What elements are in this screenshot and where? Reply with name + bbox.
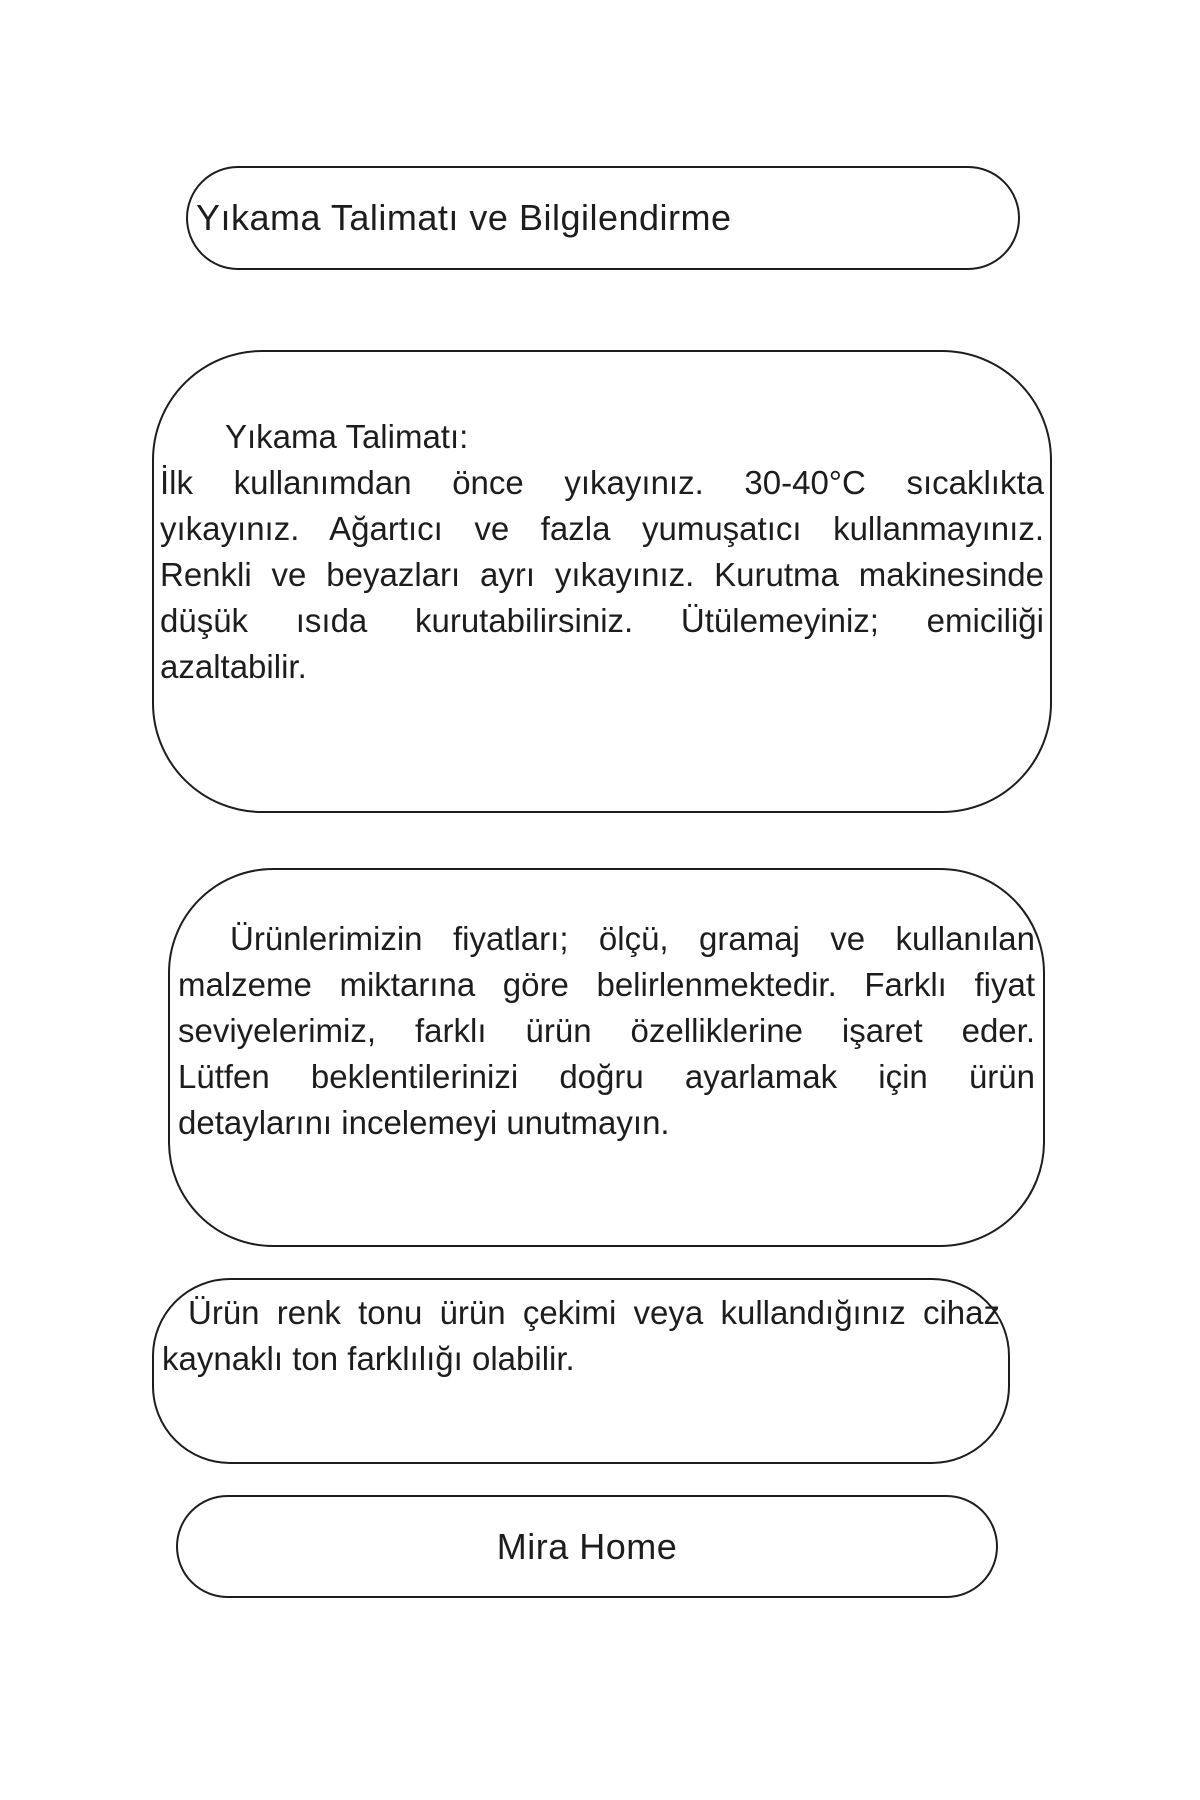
- washing-instructions-text: [160, 460, 1044, 690]
- color-tone-note-box: [152, 1278, 1010, 1464]
- text-line: malzeme miktarına göre belirlenmektedir. Farklı fiyat: [178, 966, 1035, 1003]
- text-line: azaltabilir.: [160, 648, 307, 685]
- header-box: [186, 166, 1020, 270]
- text-line: Renkli ve beyazları ayrı yıkayınız. Kurutma makinesinde: [160, 556, 1044, 593]
- color-tone-note-text: [162, 1290, 1000, 1382]
- text-line: yıkayınız. Ağartıcı ve fazla yumuşatıcı kullanmayınız.: [160, 510, 1044, 547]
- text-line: Ürün renk tonu ürün çekimi veya kullandığınız cihaz: [188, 1294, 1000, 1331]
- washing-instructions-box: [152, 350, 1052, 813]
- text-line: detaylarını incelemeyi unutmayın.: [178, 1104, 670, 1141]
- text-line: Lütfen beklentilerinizi doğru ayarlamak için ürün: [178, 1058, 1035, 1095]
- page-title: Yıkama Talimatı ve Bilgilendirme: [196, 197, 732, 238]
- text-line: Ürünlerimizin fiyatları; ölçü, gramaj ve kullanılan: [230, 920, 1035, 957]
- brand-name: Mira Home: [496, 1525, 678, 1567]
- text-line: seviyelerimiz, farklı ürün özelliklerine işaret eder.: [178, 1012, 1035, 1049]
- pricing-info-text: [178, 916, 1035, 1146]
- pricing-info-box: [168, 868, 1045, 1247]
- washing-instructions-heading: Yıkama Talimatı:: [225, 418, 469, 455]
- text-line: düşük ısıda kurutabilirsiniz. Ütülemeyiniz; emiciliği: [160, 602, 1044, 639]
- text-line: kaynaklı ton farklılığı olabilir.: [162, 1340, 575, 1377]
- text-line: İlk kullanımdan önce yıkayınız. 30-40°C sıcaklıkta: [160, 464, 1044, 501]
- brand-box: [176, 1495, 998, 1598]
